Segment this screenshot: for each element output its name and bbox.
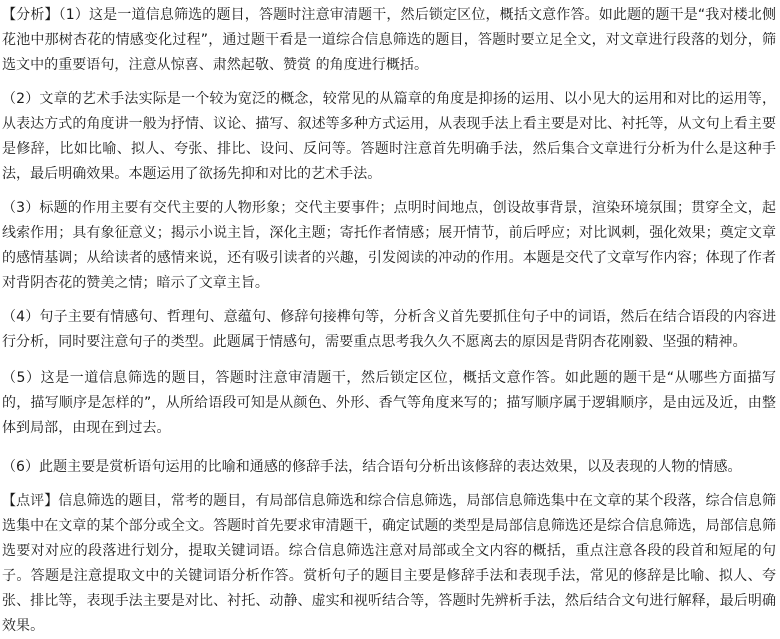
analysis-paragraph-2: （2）文章的艺术手法实际是一个较为宽泛的概念，较常见的从篇章的角度是抑扬的运用、以小见大的运用和对比的运用等，从表达方式的角度讲一般为抒情、议论、描写、叙述等多种方式运用，从表现手法上看主要是对比、衬托等，从文句上看主要是修辞，比如比喻、拟人、夸张、排比、设问、反问等。答题时注意首先明确手法，然后集合文章进行分析为什么是这种手法，最后明确效果。本题运用了欲扬先抑和对比的艺术手法。 [2, 91, 776, 182]
comment-tag: 【点评】 [2, 493, 59, 509]
analysis-paragraph-4: （4）句子主要有情感句、哲理句、意蕴句、修辞句接榫句等，分析含义首先要抓住句子中的词语，然后在结合语段的内容进行分析，同时要注意句子的类型。此题属于情感句，需要重点思考我久久不愿离去的原因是背阴杏花刚毅、坚强的精神。 [2, 309, 776, 350]
analysis-paragraph-3: （3）标题的作用主要有交代主要的人物形象；交代主要事件；点明时间地点，创设故事背景，渲染环境氛围；贯穿全文，起线索作用；具有象征意义；揭示小说主旨，深化主题；寄托作者情感；展开情节，前后呼应；对比讽刺，强化效果；奠定文章的感情基调；从给读者的感情来说，还有吸引读者的兴趣，引发阅读的冲动的作用。本题是交代了文章写作内容；体现了作者对背阴杏花的赞美之情；暗示了文章主旨。 [2, 200, 776, 291]
analysis-paragraph-5: （5）这是一道信息筛选的题目，答题时注意审清题干，然后锁定区位，概括文意作答。如此题的题干是“从哪些方面描写的，描写顺序是怎样的”，从所给语段可知是从颜色、外形、香气等角度来写的；描写顺序属于逻辑顺序，是由远及近，由整体到局部，由现在到过去。 [2, 370, 776, 436]
analysis-text-1: （1）这是一道信息筛选的题目，答题时注意审清题干，然后锁定区位，概括文意作答。如此题的题干是“我对楼北侧花池中那树杏花的情感变化过程”，通过题干看是一道综合信息筛选的题目，答题时要立足全文，对文章进行段落的划分，筛选文中的重要语句，注意从惊喜、肃然起敬、赞赏 的角度进行概括。 [2, 7, 776, 73]
analysis-paragraph-1 [0, 3, 780, 78]
comment-text: 信息筛选的题目，常考的题目，有局部信息筛选和综合信息筛选，局部信息筛选集中在文章的某个段落，综合信息筛选集中在文章的某个部分或全文。答题时首先要求审清题干，确定试题的类型是局部信息筛选还是综合信息筛选，局部信息筛选要对对应的段落进行划分，提取关键词语。综合信息筛选注意对局部或全文内容的概括，重点注意各段的段首和短尾的句子。答题是注意提取文中的关键词语分析作答。赏析句子的题目主要是修辞手法和表现手法，常见的修辞是比喻、拟人、夸张、排比等，表现手法主要是对比、衬托、动静、虚实和视听结合等，答题时先辨析手法，然后结合文句进行解释，最后明确效果。 [2, 493, 777, 634]
comment-paragraph [0, 489, 780, 639]
analysis-tag: 【分析】 [2, 7, 59, 23]
analysis-paragraph-6: （6）此题主要是赏析语句运用的比喻和通感的修辞手法，结合语句分析出该修辞的表达效果，以及表现的人物的情感。 [2, 459, 742, 475]
